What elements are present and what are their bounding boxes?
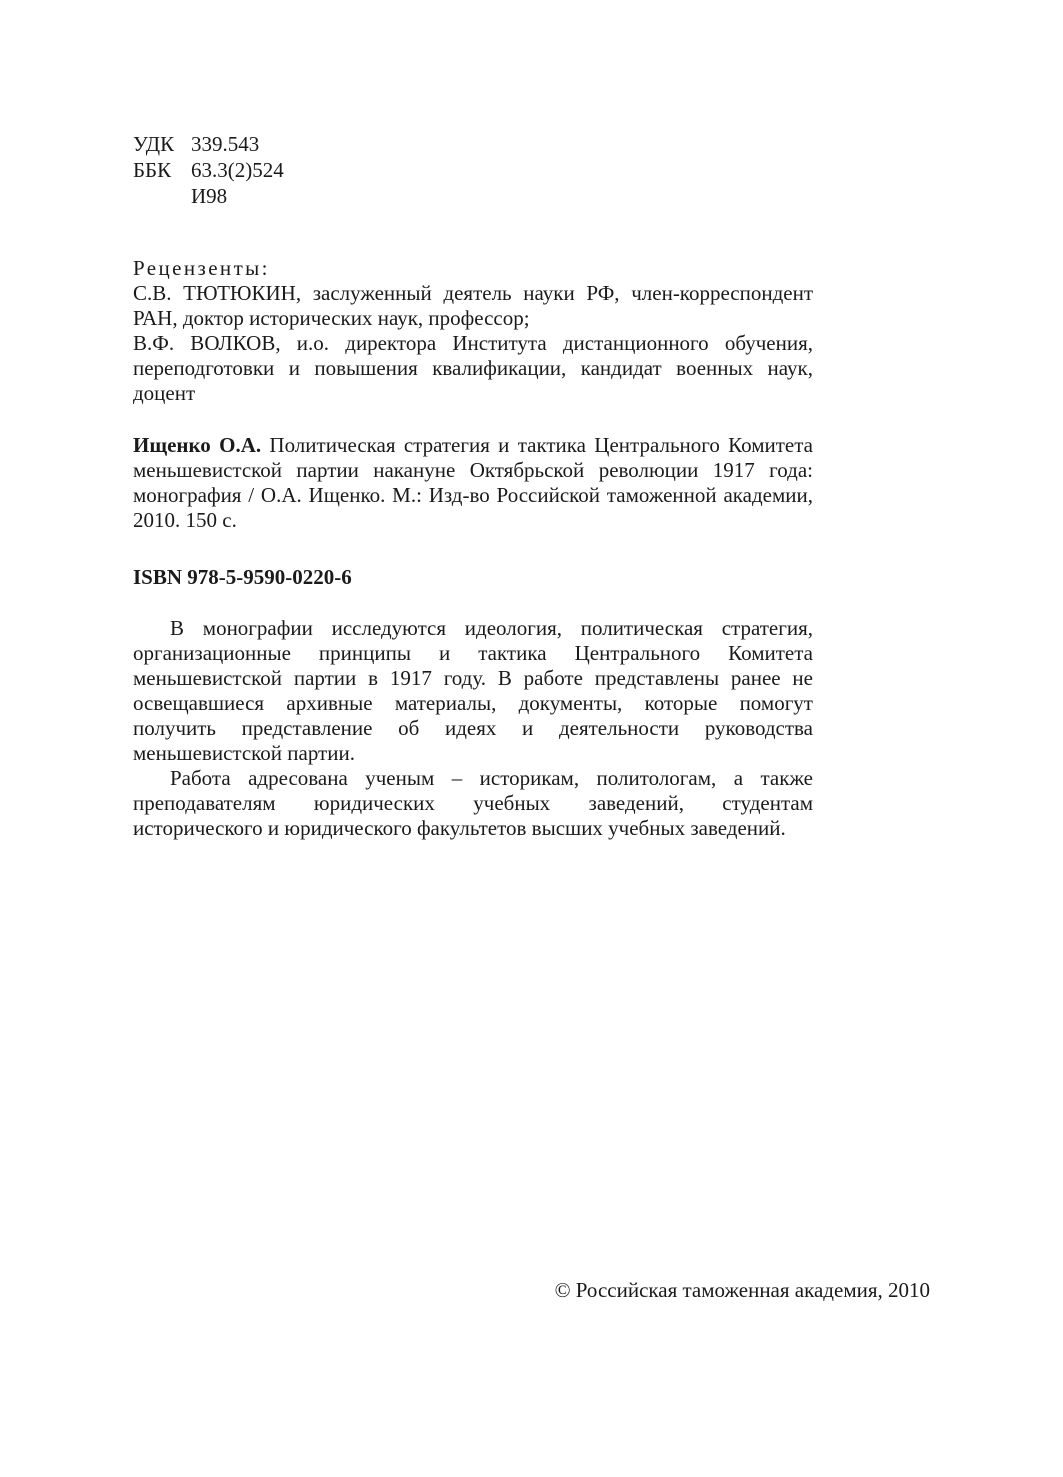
udk-value: 339.543	[191, 132, 260, 156]
reviewer-name: С.В. ТЮТЮКИН	[133, 281, 296, 305]
reviewers-heading: Рецензенты:	[133, 256, 270, 280]
reviewers-section	[133, 256, 813, 406]
reviewer-name: В.Ф. ВОЛКОВ	[133, 331, 276, 355]
bbk-value: 63.3(2)524	[191, 158, 284, 182]
reviewer-entry	[133, 331, 813, 406]
abstract	[133, 616, 813, 841]
copyright-notice: © Российская таможенная академия, 2010	[554, 1278, 930, 1302]
isbn: ISBN 978-5-9590-0220-6	[133, 565, 352, 589]
reviewer-entry	[133, 281, 813, 331]
citation-author: Ищенко О.А.	[133, 433, 262, 457]
abstract-paragraph: В монографии исследуются идеология, политическая стратегия, организационные принципы и тактика Центрального Комитета меньшевистской партии в 1917 году. В работе представлены ранее не освещавшиеся архивные материалы, документы, которые помогут получить представление об идеях и деятельности руководства меньшевистской партии.	[133, 616, 813, 765]
reviewer-details: , заслуженный деятель науки РФ, член-корреспондент РАН, доктор исторических наук, профессор;	[133, 281, 814, 330]
udk-label: УДК	[133, 132, 175, 156]
bibliographic-citation	[133, 433, 813, 533]
citation-text: Политическая стратегия и тактика Центрального Комитета меньшевистской партии накануне Октябрьской революции 1917 года: монография / О.А. Ищенко. М.: Изд-во Российской таможенной академии, 2010. 150 с.	[133, 433, 813, 532]
reviewer-details: , и.о. директора Института дистанционного обучения, переподготовки и повышения квалификации, кандидат военных наук, доцент	[133, 331, 814, 405]
author-mark: И98	[191, 184, 228, 208]
classification-codes	[133, 131, 813, 209]
bbk-row	[133, 157, 813, 183]
abstract-paragraph: Работа адресована ученым – историкам, политологам, а также преподавателям юридических учебных заведений, студентам исторического и юридического факультетов высших учебных заведений.	[133, 766, 813, 840]
bbk-label: ББК	[133, 158, 172, 182]
udk-row	[133, 131, 813, 157]
author-mark-row	[133, 183, 813, 209]
